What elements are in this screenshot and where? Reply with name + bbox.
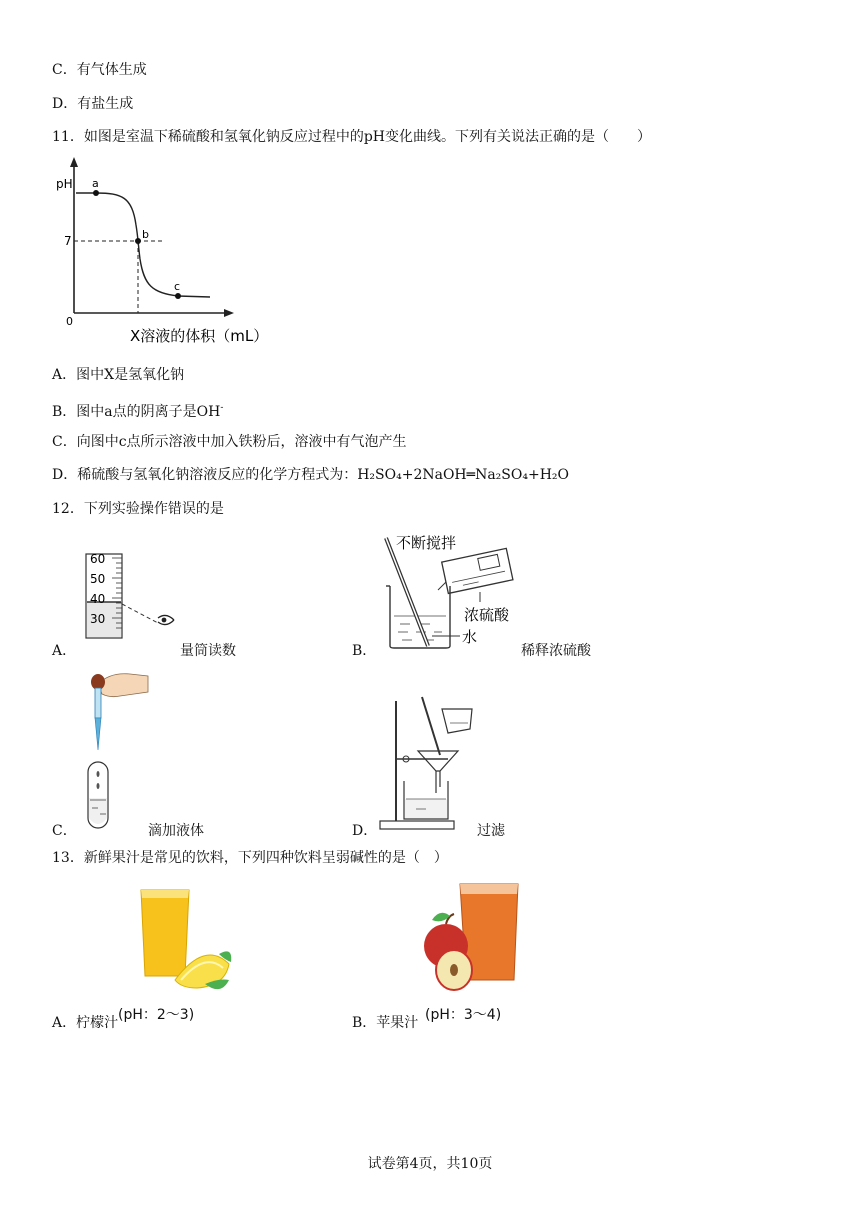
q13-stem: 13．新鲜果汁是常见的饮料，下列四种饮料呈弱碱性的是（ ） bbox=[52, 850, 448, 866]
q11-option-c: C．向图中c点所示溶液中加入铁粉后，溶液中有气泡产生 bbox=[52, 434, 407, 450]
q11-option-d: D．稀硫酸与氢氧化钠溶液反应的化学方程式为：H₂SO₄+2NaOH═Na₂SO₄+H₂O bbox=[52, 467, 569, 483]
q12-option-d-caption: 过滤 bbox=[477, 823, 505, 839]
q10-option-c: C．有气体生成 bbox=[52, 62, 147, 78]
q12-option-a-letter: A． bbox=[52, 643, 77, 659]
water-label: 水 bbox=[462, 628, 478, 646]
x-axis-label: X溶液的体积（mL） bbox=[130, 327, 269, 345]
stir-label: 不断搅拌 bbox=[396, 534, 457, 552]
q12-option-c-letter: C． bbox=[52, 823, 77, 839]
tick-label: 50 bbox=[90, 572, 106, 586]
graduated-cylinder-figure bbox=[78, 548, 188, 643]
q13-option-b-ph: (pH：3～4) bbox=[425, 1007, 502, 1023]
point-c-label: c bbox=[174, 280, 181, 293]
q11-stem: 11．如图是室温下稀硫酸和氢氧化钠反应过程中的pH变化曲线。下列有关说法正确的是（ ） bbox=[52, 129, 651, 145]
q12-option-b-letter: B． bbox=[352, 643, 377, 659]
q12-option-a-caption: 量筒读数 bbox=[180, 643, 236, 659]
q13-option-a-letter: A．柠檬汁 bbox=[52, 1015, 119, 1031]
point-a-label: a bbox=[92, 177, 99, 190]
origin-label: 0 bbox=[66, 315, 73, 328]
q11-option-a: A．图中X是氢氧化钠 bbox=[52, 367, 185, 383]
point-b-marker bbox=[135, 238, 141, 244]
lemon-juice-image bbox=[135, 880, 235, 995]
y-tick-7: 7 bbox=[64, 234, 72, 248]
q12-stem: 12．下列实验操作错误的是 bbox=[52, 501, 224, 517]
q13-option-b-letter: B．苹果汁 bbox=[352, 1015, 419, 1031]
filtration-figure bbox=[378, 695, 488, 835]
page-footer: 试卷第4页，共10页 bbox=[367, 1156, 493, 1172]
q11-option-b bbox=[52, 399, 223, 421]
dropper-figure bbox=[80, 668, 160, 833]
ph-curve-graph bbox=[52, 155, 302, 350]
q12-option-b-caption: 稀释浓硫酸 bbox=[521, 643, 591, 659]
tick-label: 30 bbox=[90, 612, 106, 626]
eye-icon bbox=[158, 615, 174, 624]
q12-option-d-letter: D． bbox=[352, 823, 378, 839]
q11-option-b-superscript: - bbox=[220, 403, 224, 413]
q13-option-a-ph: (pH：2～3) bbox=[118, 1007, 195, 1023]
y-axis-label: pH bbox=[56, 177, 73, 191]
point-c-marker bbox=[175, 293, 181, 299]
acid-label: 浓硫酸 bbox=[464, 606, 510, 624]
q11-option-b-text: B．图中a点的阴离子是OH bbox=[52, 404, 221, 420]
q12-option-c-caption: 滴加液体 bbox=[148, 823, 204, 839]
tick-label: 60 bbox=[90, 552, 106, 566]
tick-label: 40 bbox=[90, 592, 106, 606]
apple-juice-image bbox=[420, 880, 525, 995]
point-a-marker bbox=[93, 190, 99, 196]
dilute-acid-figure bbox=[380, 530, 530, 655]
point-b-label: b bbox=[142, 228, 149, 241]
q10-option-d: D．有盐生成 bbox=[52, 96, 134, 112]
